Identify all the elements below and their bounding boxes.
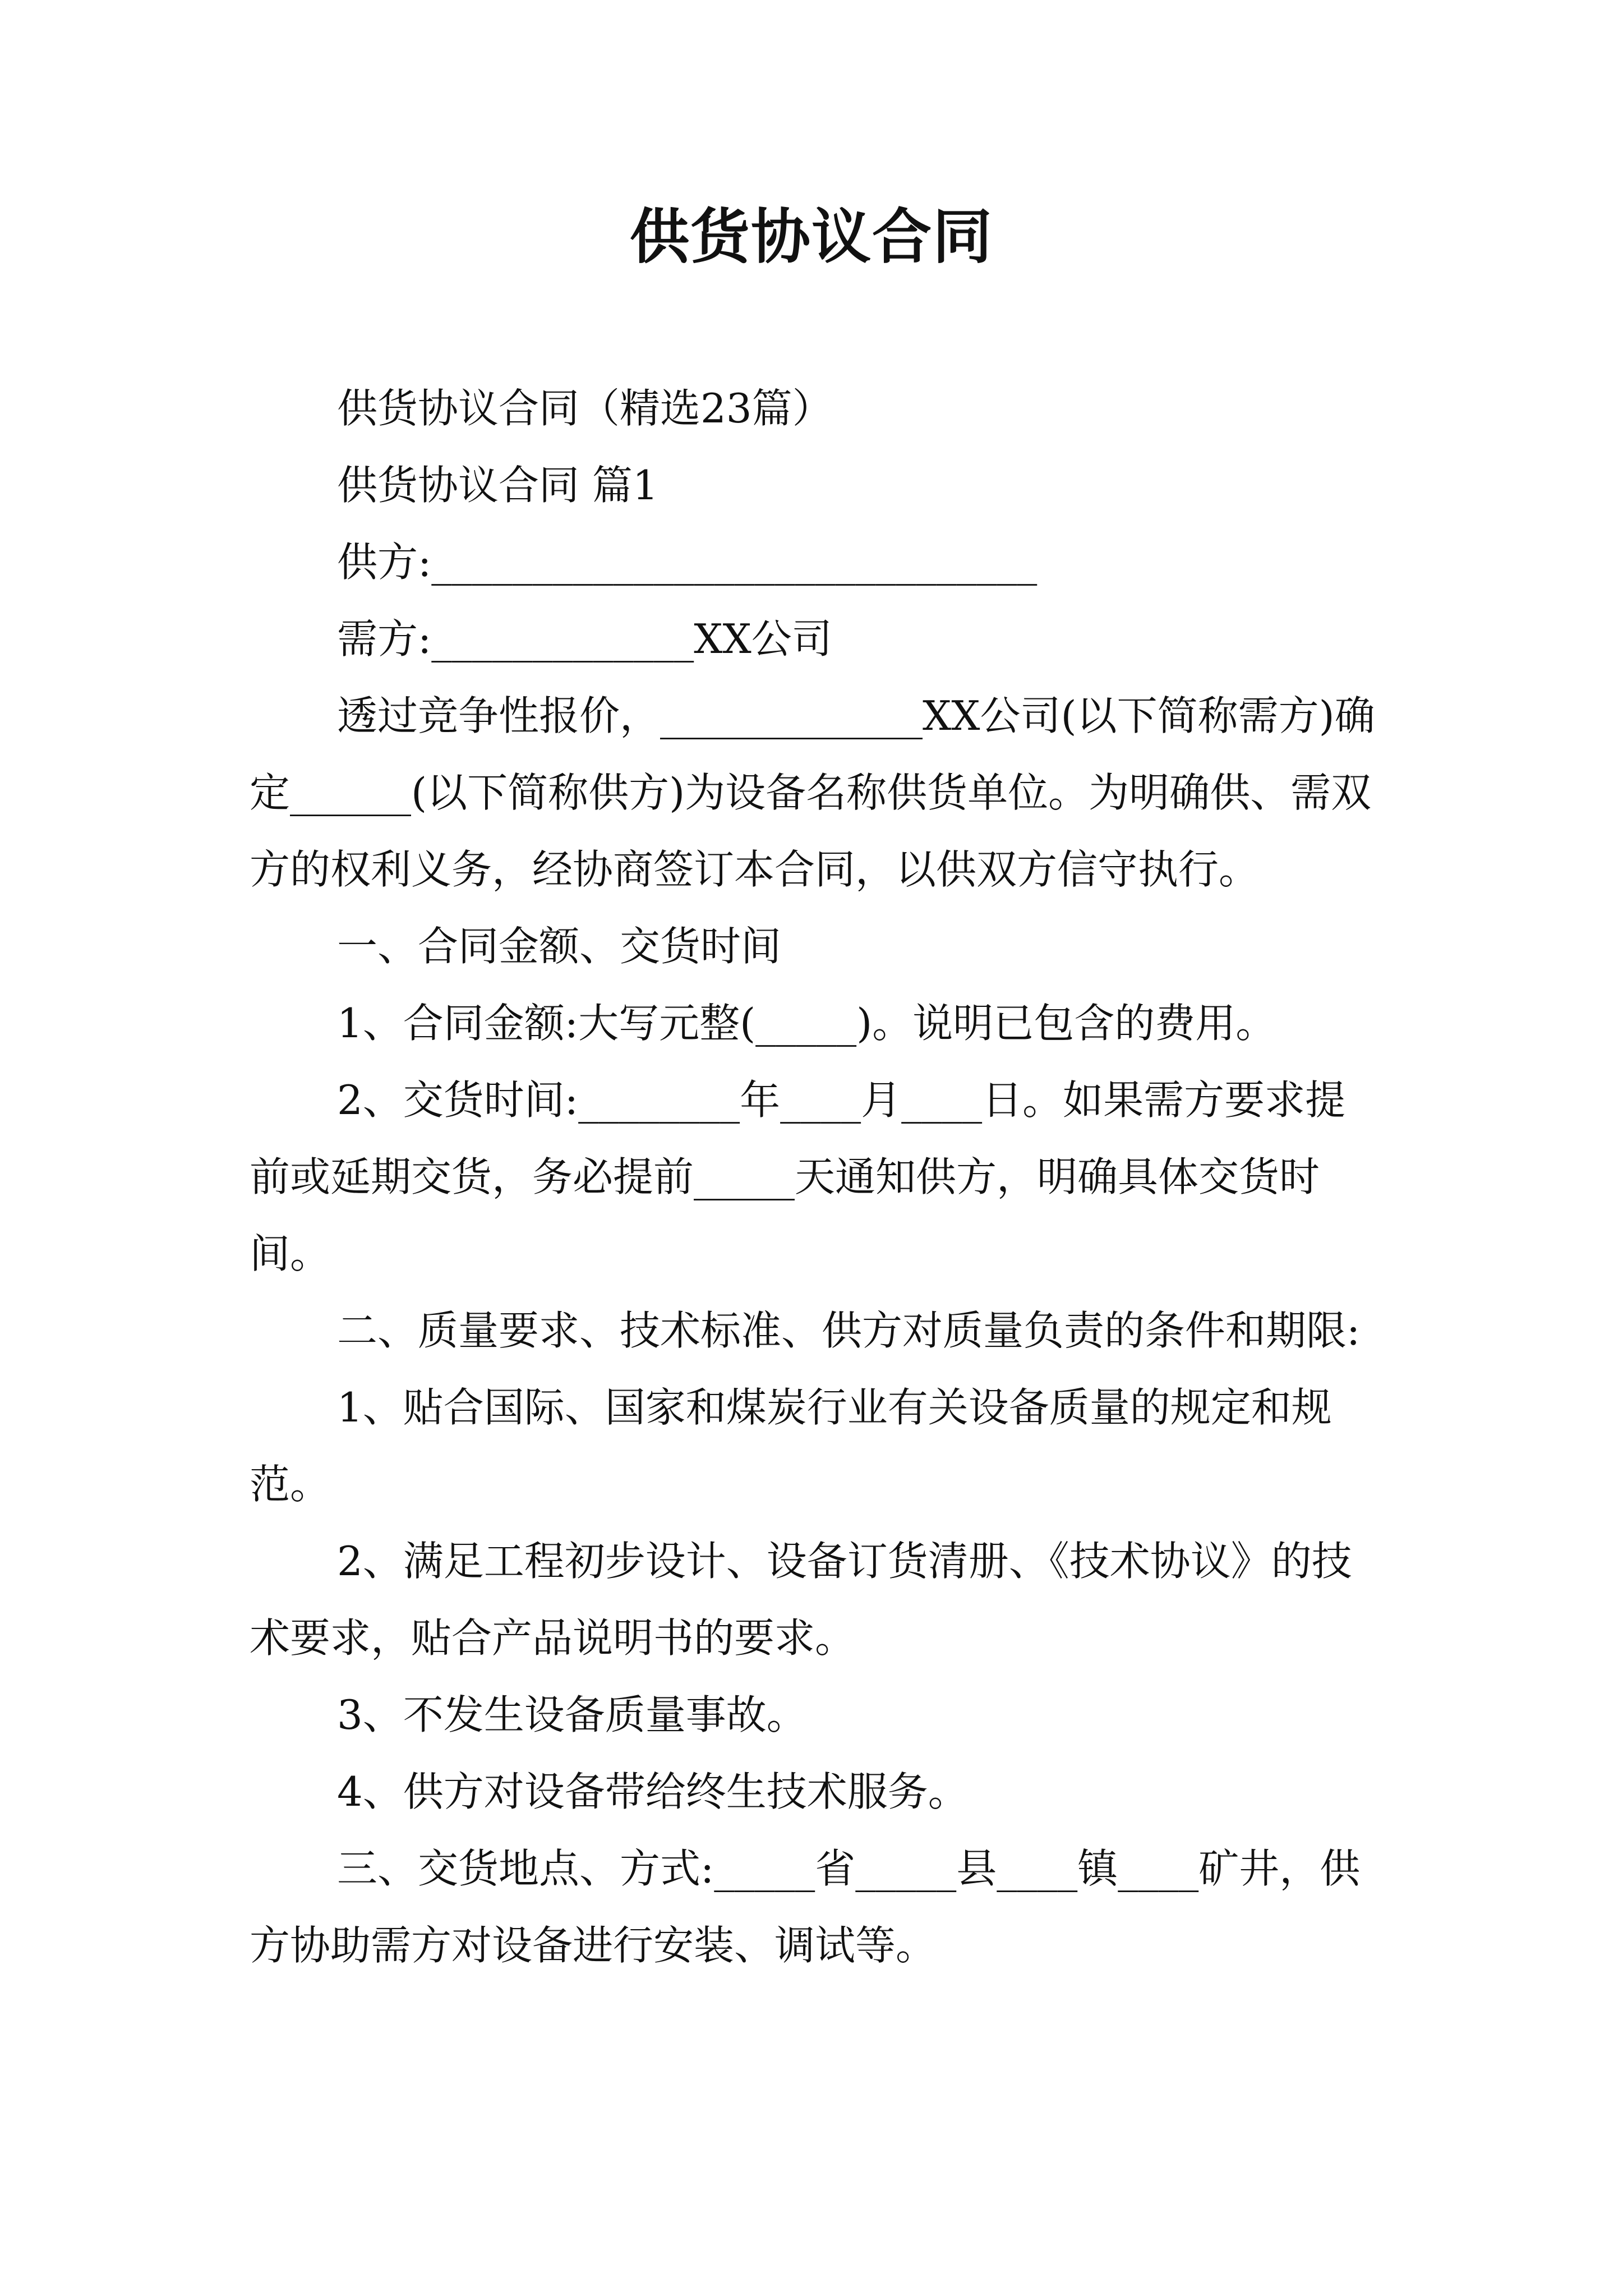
document-title: 供货协议合同 <box>630 201 993 272</box>
section-heading-quality: 二、质量要求、技术标准、供方对质量负责的条件和期限: <box>337 1307 1361 1354</box>
paragraph-intro: 透过竞争性报价，_____________XX公司(以下简称需方)确定______(以下简称供方)为设备名称供货单位。为明确供、需双方的权利义务，经协商签订本合同，以供双方信守执行。 <box>250 692 1375 893</box>
paragraph-buyer-line: 需方:_____________XX公司 <box>337 615 832 662</box>
paragraph-delivery-time: 2、交货时间:________年____月____日。如果需方要求提前或延期交货，务必提前_____天通知供方，明确具体交货时间。 <box>250 1076 1346 1277</box>
section-heading-delivery-place: 三、交货地点、方式:_____省_____县____镇____矿井，供方协助需方对设备进行安装、调试等。 <box>250 1845 1361 1969</box>
paragraph-chapter-heading: 供货协议合同 篇1 <box>337 462 658 509</box>
paragraph-supplier-line: 供方:______________________________ <box>337 539 1038 586</box>
paragraph-quality-3: 3、不发生设备质量事故。 <box>337 1691 807 1738</box>
paragraph-quality-2: 2、满足工程初步设计、设备订货清册、《技术协议》的技术要求，贴合产品说明书的要求。 <box>250 1538 1352 1662</box>
document-body <box>250 370 1380 1984</box>
paragraph-subtitle: 供货协议合同（精选23篇） <box>337 385 833 432</box>
section-heading-amount-delivery: 一、合同金额、交货时间 <box>337 923 782 970</box>
paragraph-contract-amount: 1、合同金额:大写元整(_____)。说明已包含的费用。 <box>337 1000 1276 1047</box>
paragraph-quality-4: 4、供方对设备带给终生技术服务。 <box>337 1768 969 1815</box>
paragraph-quality-1: 1、贴合国际、国家和煤炭行业有关设备质量的规定和规范。 <box>250 1384 1332 1508</box>
